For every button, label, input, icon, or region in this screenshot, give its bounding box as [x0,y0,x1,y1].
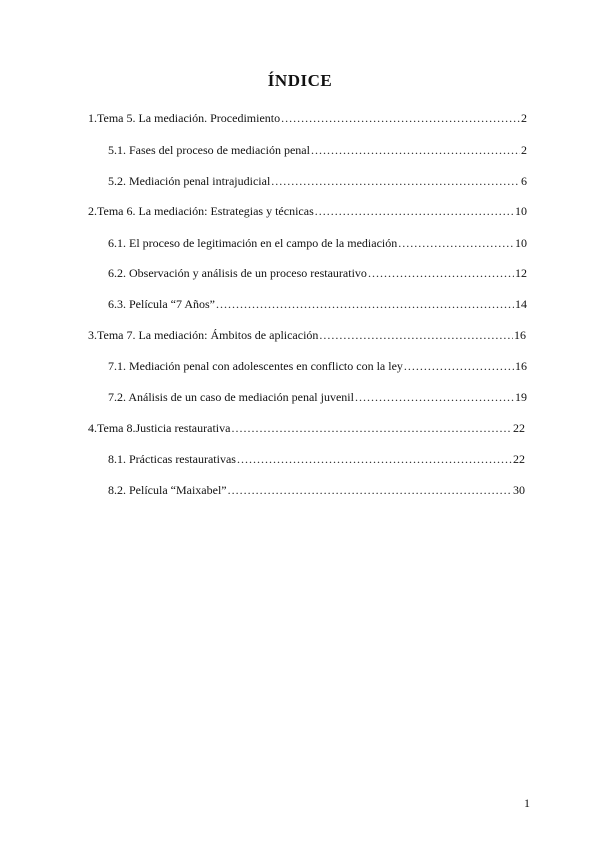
toc-entry-page: 10 [515,236,527,250]
toc-subentry [108,452,525,466]
toc-title: ÍNDICE [267,71,333,90]
toc-subentry [108,266,527,280]
toc-entry-title: 8.1. Prácticas restaurativas [108,452,236,466]
toc-leader-dots [281,111,520,125]
toc-subentry [108,359,527,373]
toc-subentry [108,483,525,497]
toc-leader-dots [311,143,520,157]
toc-entry-title: 8.2. Película “Maixabel” [108,483,227,497]
page-number: 1 [524,796,530,810]
toc-entry-page: 16 [514,328,526,342]
toc-entry-page: 22 [513,452,525,466]
toc-entry-title: Tema 6. La mediación: Estrategias y técnicas [97,204,314,218]
toc-leader-dots [368,266,514,280]
toc-entry-page: 6 [521,174,527,188]
toc-entry-page: 19 [515,390,527,404]
toc-leader-dots [271,174,520,188]
toc-subentry [108,174,527,188]
toc-entry-title: 6.2. Observación y análisis de un proceso restaurativo [108,266,367,280]
toc-leader-dots [228,483,512,497]
toc-entry-title: 7.1. Mediación penal con adolescentes en conflicto con la ley [108,359,403,373]
toc-entry-page: 30 [513,483,525,497]
toc-subentry [108,297,527,311]
toc-entry [88,421,525,435]
toc-entry [88,204,527,218]
toc-entry-page: 2 [521,111,527,125]
toc-entry-page: 16 [515,359,527,373]
toc-entry-number: 3. [88,328,97,342]
toc-entry [88,111,527,125]
toc-entry-page: 12 [515,266,527,280]
toc-leader-dots [315,204,514,218]
toc-entry-number: 2. [88,204,97,218]
toc-leader-dots [398,236,514,250]
toc-entry-page: 14 [515,297,527,311]
toc-entry-title: Tema 7. La mediación: Ámbitos de aplicación [97,328,319,342]
toc-leader-dots [216,297,514,311]
toc-subentry [108,390,527,404]
toc-leader-dots [404,359,514,373]
toc-leader-dots [319,328,513,342]
toc-entry-title: 5.2. Mediación penal intrajudicial [108,174,271,188]
toc-entry-title: Tema 8.Justicia restaurativa [97,421,231,435]
toc-entry-title: 6.1. El proceso de legitimación en el campo de la mediación [108,236,398,250]
toc-entry-number: 1. [88,111,97,125]
toc-entry-title: Tema 5. La mediación. Procedimiento [97,111,281,125]
toc-entry-title: 7.2. Análisis de un caso de mediación penal juvenil [108,390,354,404]
toc-entry-title: 6.3. Película “7 Años” [108,297,215,311]
toc-entry-page: 2 [521,143,527,157]
toc-leader-dots [237,452,512,466]
toc-entry [88,328,526,342]
toc-leader-dots [231,421,512,435]
toc-entry-page: 22 [513,421,525,435]
toc-leader-dots [355,390,514,404]
toc-entry-page: 10 [515,204,527,218]
toc-entry-title: 5.1. Fases del proceso de mediación penal [108,143,310,157]
toc-subentry [108,143,527,157]
toc-entry-number: 4. [88,421,97,435]
toc-subentry [108,236,527,250]
